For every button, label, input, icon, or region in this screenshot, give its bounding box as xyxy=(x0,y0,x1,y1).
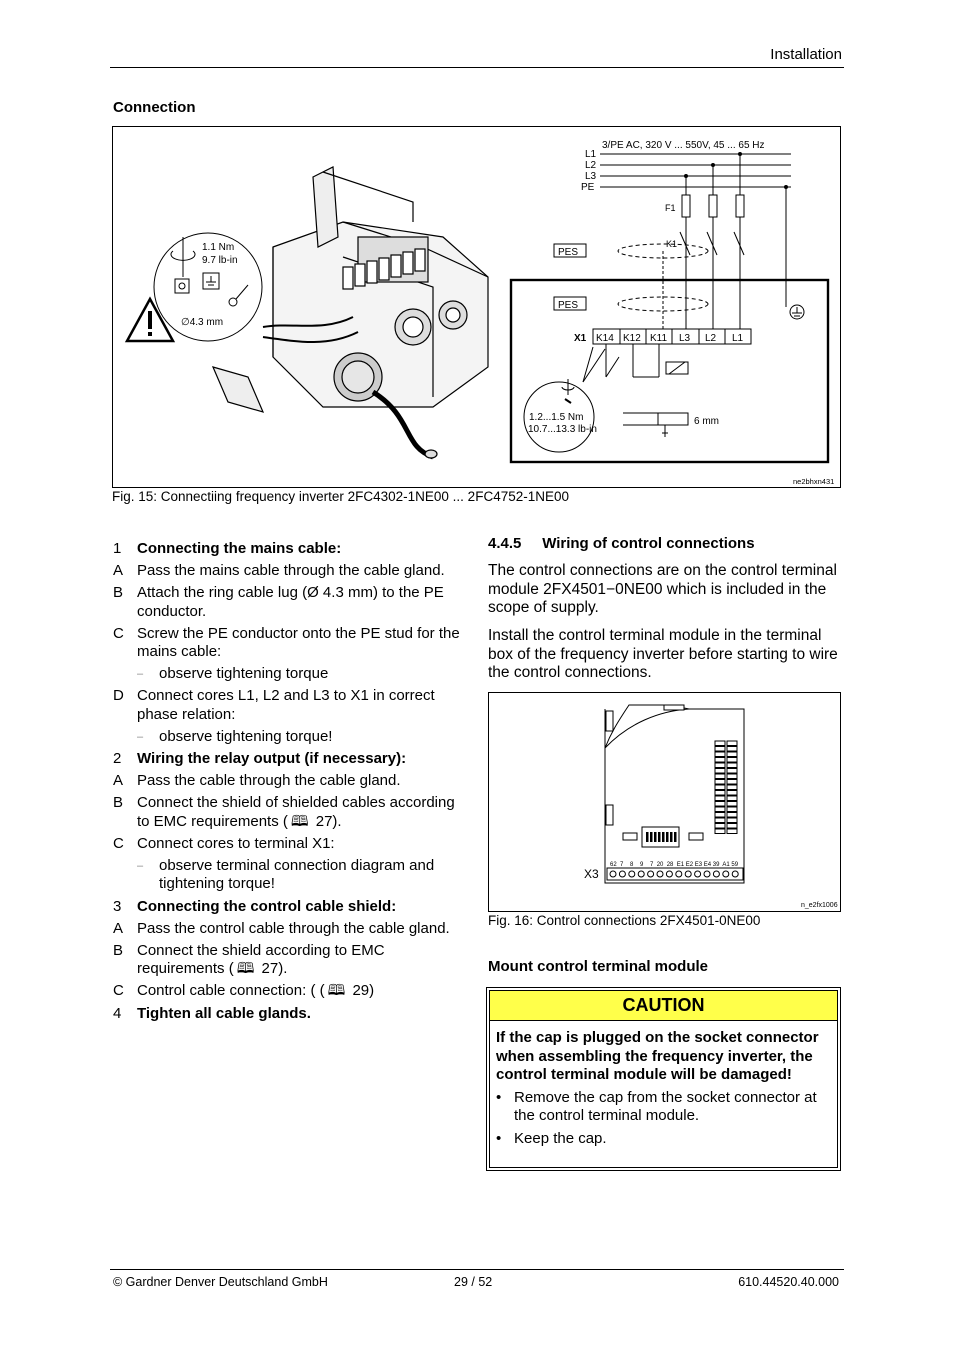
strip-length-icon xyxy=(623,413,688,437)
step-item xyxy=(113,562,469,581)
supply-lines xyxy=(600,153,791,333)
step-marker: A xyxy=(113,919,124,937)
x1-torque-nm: 1.2...1.5 Nm xyxy=(529,412,584,423)
step-marker: C xyxy=(113,834,124,852)
step-item xyxy=(113,794,469,831)
terminal-k12: K12 xyxy=(623,333,641,344)
step-item xyxy=(113,584,469,621)
step-item xyxy=(113,898,469,917)
caution-box xyxy=(486,987,841,1171)
caution-bullet: • Remove the cap from the socket connector at the control terminal module. xyxy=(496,1088,817,1124)
step-text: Connect cores L1, L2 and L3 to X1 in correct phase relation: xyxy=(137,687,435,723)
section-para-2: Install the control terminal module in the terminal box of the frequency inverter before starting to wire the control connections. xyxy=(488,627,838,681)
step-item xyxy=(113,1005,469,1024)
step-item xyxy=(113,920,469,939)
terminal-strip-x1 xyxy=(593,329,751,344)
x3-label: X3 xyxy=(584,867,599,881)
pe-torque-lb: 9.7 lb-in xyxy=(202,255,238,266)
step-subitem xyxy=(113,857,469,894)
step-text: Connecting the mains cable: xyxy=(137,540,342,557)
step-marker: 4 xyxy=(113,1004,122,1022)
relay-contacts xyxy=(606,344,688,377)
step-marker: 3 xyxy=(113,897,122,915)
step-marker: – xyxy=(137,668,144,680)
x1-torque-lb: 10.7...13.3 lb-in xyxy=(528,424,597,435)
step-text: Pass the cable through the cable gland. xyxy=(137,772,401,789)
step-text: Screw the PE conductor onto the PE stud for the mains cable: xyxy=(137,624,460,660)
line-l1: L1 xyxy=(585,149,597,160)
step-item xyxy=(113,835,469,854)
step-text: Pass the control cable through the cable gland. xyxy=(137,919,450,937)
step-text: Pass the mains cable through the cable gland. xyxy=(137,562,445,579)
ring-lug-size: ∅4.3 mm xyxy=(181,317,224,328)
step-text: observe terminal connection diagram and tightening torque! xyxy=(159,856,435,892)
step-marker: – xyxy=(137,859,144,872)
relay-label: K1 xyxy=(666,239,678,249)
footer-rule xyxy=(110,1269,844,1270)
step-item xyxy=(113,687,469,724)
line-pe: PE xyxy=(581,182,595,193)
step-marker: A xyxy=(113,562,124,579)
line-labels xyxy=(581,149,597,193)
mount-heading: Mount control terminal module xyxy=(488,958,708,975)
figure-code: n_e2fx1006 xyxy=(801,902,838,909)
step-text: Connecting the control cable shield: xyxy=(137,897,397,915)
step-text: Connect the shield according to EMC requirements ( 🕮 27). xyxy=(137,941,385,977)
pe-ground-icon xyxy=(790,305,804,319)
step-marker: B xyxy=(113,941,124,959)
section-4-4-5-title: 4.4.5 Wiring of control connections xyxy=(488,535,755,552)
caution-warning: If the cap is plugged on the socket connector when assembling the frequency inverter, the control terminal module will be damaged! xyxy=(496,1029,819,1083)
x1-label: X1 xyxy=(574,333,587,344)
caution-bullet: • Keep the cap. xyxy=(496,1129,607,1147)
step-marker: B xyxy=(113,584,124,601)
section-para-1: The control connections are on the control terminal module 2FX4501−0NE00 which is included in the scope of supply. xyxy=(488,562,837,616)
step-item xyxy=(113,750,469,769)
supply-spec: 3/PE AC, 320 V ... 550V, 45 ... 65 Hz xyxy=(602,140,765,151)
step-marker: – xyxy=(137,730,144,743)
step-marker: 2 xyxy=(113,750,122,767)
footer-copyright: © Gardner Denver Deutschland GmbH xyxy=(113,1275,328,1289)
step-marker: 1 xyxy=(113,540,122,557)
line-l2: L2 xyxy=(585,160,597,171)
terminal-k11: K11 xyxy=(650,333,668,344)
step-item xyxy=(113,982,469,1001)
step-text: Control cable connection: ( ( 🕮 29) xyxy=(137,982,375,999)
step-subitem xyxy=(113,728,469,747)
terminal-l2: L2 xyxy=(705,333,717,344)
step-text: Wiring the relay output (if necessary): xyxy=(137,750,407,767)
step-item xyxy=(113,625,469,662)
pes-label-bottom: PES xyxy=(558,300,579,311)
caution-title: CAUTION xyxy=(490,991,837,1021)
figure-code: ne2bhxn431 xyxy=(793,477,835,486)
terminal-l3: L3 xyxy=(679,333,691,344)
terminal-l1: L1 xyxy=(732,333,744,344)
step-text: observe tightening torque xyxy=(159,665,329,682)
footer-docnum: 610.44520.40.000 xyxy=(738,1275,839,1289)
strip-length: 6 mm xyxy=(694,416,719,427)
fig15-caption: Fig. 15: Connectiing frequency inverter 2FC4302-1NE00 ... 2FC4752-1NE00 xyxy=(112,489,569,504)
figure-15 xyxy=(112,126,841,488)
step-item xyxy=(113,772,469,791)
step-text: Attach the ring cable lug (Ø 4.3 mm) to the PE conductor. xyxy=(137,584,444,620)
fig16-caption: Fig. 16: Control connections 2FX4501-0NE00 xyxy=(488,913,761,928)
fuse-label: F1 xyxy=(665,203,676,213)
installation-steps xyxy=(113,536,469,1027)
connection-heading: Connection xyxy=(113,99,196,116)
x3-pin-labels: 62 7 8 9 7 20 28 E1 E2 E3 E4 39 A1 59 xyxy=(610,862,739,868)
step-marker: B xyxy=(113,794,124,811)
terminal-k14: K14 xyxy=(596,333,614,344)
footer-page: 29 / 52 xyxy=(454,1275,493,1289)
step-text: Connect cores to terminal X1: xyxy=(137,834,335,852)
figure-16 xyxy=(488,692,841,912)
step-text: Connect the shield of shielded cables according to EMC requirements ( 🕮 27). xyxy=(137,794,455,830)
step-item xyxy=(113,942,469,979)
control-module-drawing xyxy=(489,693,840,911)
step-text: observe tightening torque! xyxy=(159,727,333,745)
step-marker: C xyxy=(113,982,124,999)
header-rule xyxy=(110,67,844,68)
header-section: Installation xyxy=(770,46,842,63)
pe-torque-nm: 1.1 Nm xyxy=(202,242,235,253)
line-l3: L3 xyxy=(585,171,597,182)
step-marker: A xyxy=(113,772,124,789)
step-text: Tighten all cable glands. xyxy=(137,1004,311,1022)
step-subitem xyxy=(113,665,469,684)
pes-label-top: PES xyxy=(558,247,579,258)
connection-diagram xyxy=(113,127,840,487)
step-marker: D xyxy=(113,687,124,704)
step-marker: C xyxy=(113,624,124,642)
step-item xyxy=(113,540,469,559)
